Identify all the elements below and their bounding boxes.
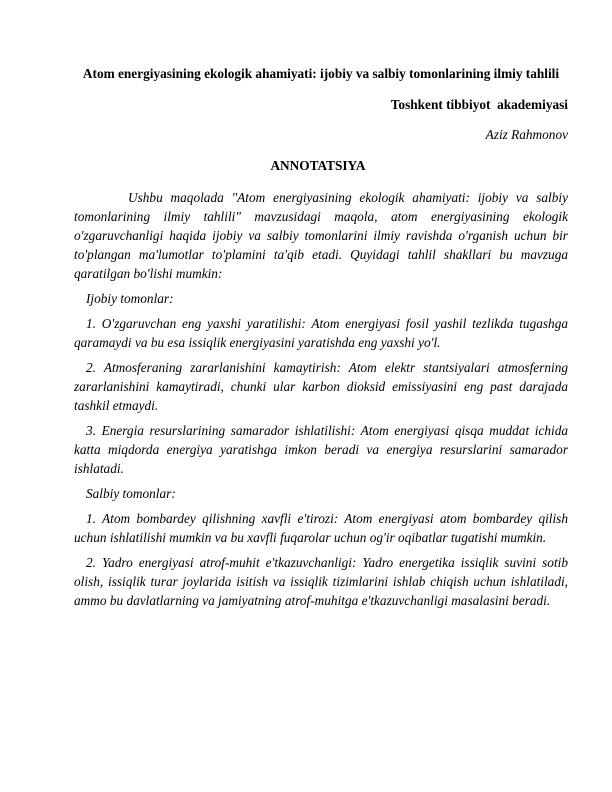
negative-section-label: Salbiy tomonlar: <box>86 486 176 501</box>
author-name: Aziz Rahmonov <box>485 127 568 142</box>
positive-section-label: Ijobiy tomonlar: <box>86 291 174 306</box>
negative-item: 2. Yadro energiyasi atrof-muhit e'tkazuvchanligi: Yadro energetika issiqlik suvini sotib olish, issiqlik turar joylarida isitish va issiqlik tizimlarini ishlab chiqish uchun ishlatiladi, ammo bu davlatlarning va jamiyatning atrof-muhitga e'tkazuvchanligi masalasini beradi. <box>74 555 568 608</box>
positive-item: 2. Atmosferaning zararlanishini kamaytirish: Atom elektr stantsiyalari atmosferning zararlanishini kamaytiradi, chunki ular karbon dioksid emissiyasini eng past darajada tashkil etmaydi. <box>74 360 568 413</box>
institution-name: Toshkent tibbiyot akademiyasi <box>390 97 568 112</box>
abstract-heading: ANNOTATSIYA <box>270 158 366 173</box>
positive-item: 3. Energia resurslarining samarador ishlatilishi: Atom energiyasi qisqa muddat ichida katta miqdorda energiya yaratishga imkon beradi va energiya resurslarini samarador ishlatadi. <box>74 423 568 476</box>
abstract-paragraph: Ushbu maqolada "Atom energiyasining ekologik ahamiyati: ijobiy va salbiy tomonlarining ilmiy tahlili" mavzusidagi maqola, atom energiyasining ekologik o'zgaruvchanligi haqida ijobiy va salbiy tomonlarini ilmiy ravishda o'rganish uchun bir to'plangan ma'lumotlar to'plamini ta'qib etadi. Quyidagi tahlil shakllari bu mavzuga qaratilgan bo'lishi mumkin: <box>74 190 568 281</box>
negative-item: 1. Atom bombardey qilishning xavfli e'tirozi: Atom energiyasi atom bombardey qilish uchun ishlatilishi mumkin va bu xavfli fuqarolar uchun og'ir oqibatlar tugatishi mumkin. <box>74 511 568 545</box>
document-title: Atom energiyasining ekologik ahamiyati: ijobiy va salbiy tomonlarining ilmiy tahlili <box>82 66 560 81</box>
positive-item: 1. O'zgaruvchan eng yaxshi yaratilishi: Atom energiyasi fosil yashil tezlikda tugashga qaramaydi va bu esa issiqlik energiyasini yaratishda eng yaxshi yo'l. <box>74 316 568 350</box>
document-page <box>74 62 568 610</box>
